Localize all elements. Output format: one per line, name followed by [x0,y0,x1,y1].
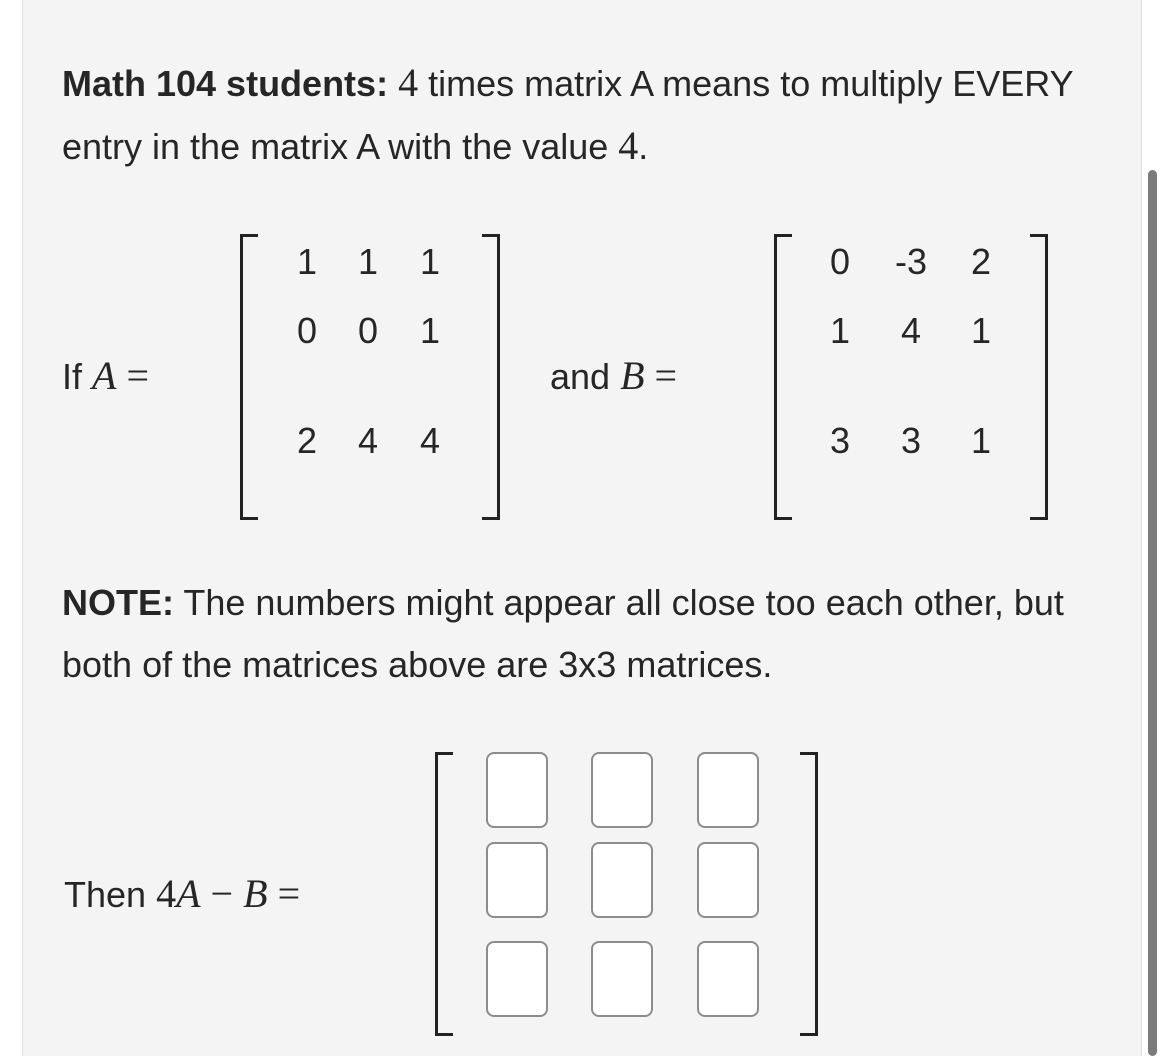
matrixB-cell: 2 [970,241,992,282]
answer-input-r2-c3[interactable] [697,842,759,918]
matrix-a-right-bracket [482,234,500,520]
answer-prefix: Then [64,874,147,915]
matrix-a-equals: = [126,353,150,398]
matrixB-cell: 4 [900,310,922,351]
matrix-b-right-bracket [1030,234,1048,520]
matrixA-cell: 1 [419,310,441,351]
matrixB-cell: 3 [900,420,922,461]
answer-symbol-b: B [243,871,268,916]
matrix-a-label [62,352,149,399]
matrix-b-symbol: B [620,353,645,398]
matrixB-cell: 1 [970,420,992,461]
note-paragraph [62,572,1122,696]
answer-label [64,870,300,917]
matrixA-cell: 1 [357,241,379,282]
matrixB-cell: -3 [894,241,927,282]
answer-input-r1-c2[interactable] [591,752,653,828]
matrixB-cell: 0 [829,241,851,282]
intro-scalar-2: 4 [618,123,639,168]
matrixA-cell: 1 [296,241,318,282]
answer-input-r2-c1[interactable] [486,842,548,918]
intro-paragraph [62,52,1122,178]
answer-left-bracket [435,752,453,1036]
matrix-b-left-bracket [774,234,792,520]
answer-input-r1-c3[interactable] [697,752,759,828]
answer-minus: − [210,871,234,916]
matrix-a-symbol: A [92,353,117,398]
answer-input-r3-c3[interactable] [697,941,759,1017]
answer-symbol-a: A [176,871,201,916]
matrixA-cell: 1 [419,241,441,282]
answer-scalar: 4 [156,871,177,916]
matrixB-cell: 1 [970,310,992,351]
matrixA-cell: 2 [296,420,318,461]
matrix-b-label [550,352,677,399]
matrixB-cell: 3 [829,420,851,461]
intro-text: times matrix A means to multiply EVERY entry in the matrix A with the value [62,63,1073,167]
answer-input-r1-c1[interactable] [486,752,548,828]
answer-input-r3-c2[interactable] [591,941,653,1017]
note-bold-label: NOTE: [62,582,174,623]
matrix-b-prefix: and [550,356,611,397]
answer-equals: = [277,871,301,916]
intro-scalar: 4 [398,60,419,105]
answer-input-r2-c2[interactable] [591,842,653,918]
matrix-a-prefix: If [62,356,83,397]
note-text: The numbers might appear all close too each other, but both of the matrices above are 3x3 matrices. [62,582,1064,685]
answer-input-r3-c1[interactable] [486,941,548,1017]
matrixA-cell: 4 [357,420,379,461]
matrixA-cell: 0 [296,310,318,351]
matrixB-cell: 1 [829,310,851,351]
matrix-a-left-bracket [240,234,258,520]
answer-right-bracket [800,752,818,1036]
matrixA-cell: 4 [419,420,441,461]
intro-bold-label: Math 104 students: [62,63,389,104]
matrix-b-equals: = [654,353,678,398]
scrollbar[interactable] [1148,170,1157,1056]
intro-end: . [638,126,649,167]
matrixA-cell: 0 [357,310,379,351]
